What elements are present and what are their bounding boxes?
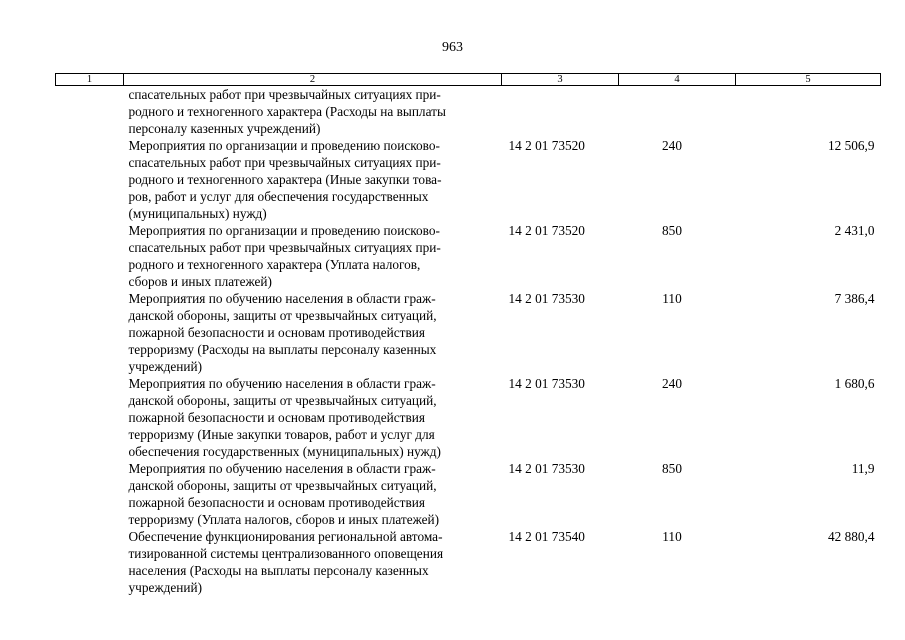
table-body	[56, 86, 881, 597]
row-name-line: терроризму (Иные закупки товаров, работ и услуг для	[128, 427, 435, 442]
row-name-line: пожарной безопасности и основам противодействия	[128, 495, 425, 510]
row-name-line: обеспечения государственных (муниципальных) нужд)	[128, 444, 441, 459]
row-name-line: родного и техногенного характера (Иные закупки това-	[128, 172, 442, 187]
header-col-5: 5	[736, 74, 881, 86]
header-col-1: 1	[56, 74, 124, 86]
row-type-cell: 850	[662, 461, 682, 476]
row-name-line: терроризму (Расходы на выплаты персоналу казенных	[128, 342, 437, 357]
header-col-4: 4	[619, 74, 736, 86]
row-type-cell: 110	[662, 291, 682, 306]
row-amount-cell: 7 386,4	[834, 291, 875, 306]
row-type-cell: 240	[662, 376, 682, 391]
row-name-line: тизированной системы централизованного оповещения	[128, 546, 444, 561]
row-name-cell	[124, 137, 502, 222]
row-type-cell: 850	[662, 223, 682, 238]
table-row	[56, 290, 881, 375]
row-name-line: данской обороны, защиты от чрезвычайных ситуаций,	[128, 478, 437, 493]
header-col-3: 3	[502, 74, 619, 86]
table-row	[56, 137, 881, 222]
row-code-cell: 14 2 01 73520	[508, 223, 585, 238]
row-amount-cell	[736, 86, 881, 138]
row-amount-cell: 12 506,9	[827, 138, 875, 153]
row-name-cell	[124, 528, 502, 596]
row-number-cell	[56, 375, 124, 460]
row-name-cell	[124, 222, 502, 290]
row-name-line: терроризму (Уплата налогов, сборов и иных платежей)	[128, 512, 440, 527]
row-name-line: персоналу казенных учреждений)	[128, 121, 321, 136]
row-number-cell	[56, 137, 124, 222]
row-number-cell	[56, 290, 124, 375]
row-type-cell: 240	[662, 138, 682, 153]
header-row	[56, 74, 881, 86]
row-number-cell	[56, 528, 124, 596]
budget-table	[55, 73, 881, 596]
row-amount-cell: 2 431,0	[834, 223, 875, 238]
row-name-line: Мероприятия по обучению населения в области граж-	[128, 461, 436, 476]
table-header	[56, 74, 881, 86]
table-row	[56, 222, 881, 290]
row-name-line: сборов и иных платежей)	[128, 274, 272, 289]
row-amount-cell: 1 680,6	[834, 376, 875, 391]
row-number-cell	[56, 460, 124, 528]
row-code-cell: 14 2 01 73530	[508, 376, 585, 391]
table-row	[56, 528, 881, 596]
table-row	[56, 460, 881, 528]
row-name-line: населения (Расходы на выплаты персоналу казенных	[128, 563, 429, 578]
table-row	[56, 86, 881, 138]
row-name-line: (муниципальных) нужд)	[128, 206, 267, 221]
row-name-line: спасательных работ при чрезвычайных ситуациях при-	[128, 240, 441, 255]
row-code-cell: 14 2 01 73530	[508, 291, 585, 306]
row-name-line: родного и техногенного характера (Расходы на выплаты	[128, 104, 446, 119]
row-code-cell	[502, 86, 619, 138]
row-name-line: данской обороны, защиты от чрезвычайных ситуаций,	[128, 393, 437, 408]
row-code-cell: 14 2 01 73530	[508, 461, 585, 476]
row-name-line: учреждений)	[128, 580, 203, 595]
page-number: 963	[442, 40, 463, 55]
row-name-line: спасательных работ при чрезвычайных ситуациях при-	[128, 87, 441, 102]
row-name-line: Обеспечение функционирования региональной автома-	[128, 529, 443, 544]
row-name-cell	[124, 460, 502, 528]
row-code-cell: 14 2 01 73540	[508, 529, 585, 544]
header-col-2: 2	[124, 74, 502, 86]
row-name-line: пожарной безопасности и основам противодействия	[128, 325, 425, 340]
row-type-cell	[619, 86, 736, 138]
row-name-line: ров, работ и услуг для обеспечения государственных	[128, 189, 429, 204]
row-name-cell	[124, 375, 502, 460]
row-amount-cell: 11,9	[851, 461, 875, 476]
row-number-cell	[56, 222, 124, 290]
row-name-line: спасательных работ при чрезвычайных ситуациях при-	[128, 155, 441, 170]
row-name-line: родного и техногенного характера (Уплата налогов,	[128, 257, 421, 272]
row-code-cell: 14 2 01 73520	[508, 138, 585, 153]
row-number-cell	[56, 86, 124, 138]
row-name-line: Мероприятия по обучению населения в области граж-	[128, 376, 436, 391]
row-name-cell	[124, 86, 502, 138]
row-name-line: данской обороны, защиты от чрезвычайных ситуаций,	[128, 308, 437, 323]
table-row	[56, 375, 881, 460]
row-name-line: учреждений)	[128, 359, 203, 374]
row-name-line: Мероприятия по организации и проведению поисково-	[128, 223, 440, 238]
row-name-cell	[124, 290, 502, 375]
row-name-line: Мероприятия по организации и проведению поисково-	[128, 138, 440, 153]
row-type-cell: 110	[662, 529, 682, 544]
row-amount-cell: 42 880,4	[827, 529, 875, 544]
row-name-line: пожарной безопасности и основам противодействия	[128, 410, 425, 425]
row-name-line: Мероприятия по обучению населения в области граж-	[128, 291, 436, 306]
